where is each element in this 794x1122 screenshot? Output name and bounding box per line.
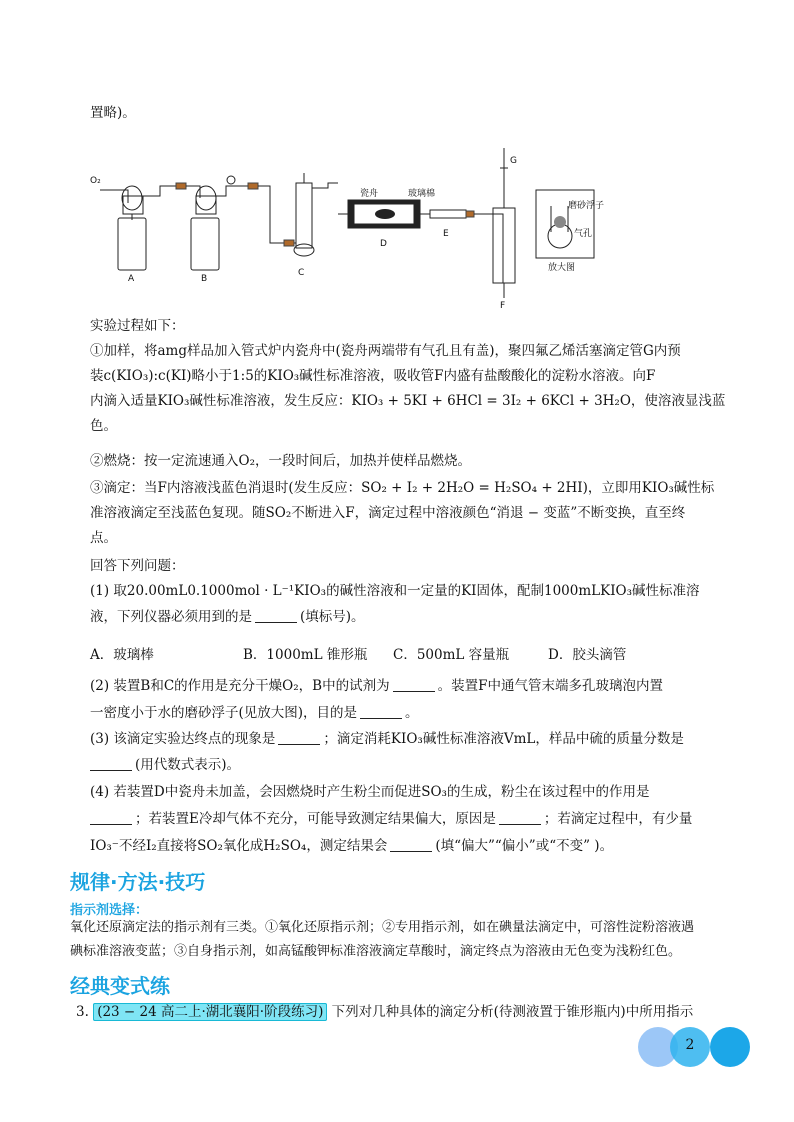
q1-blank[interactable] [255,608,297,623]
step1-line4: 色。 [90,418,117,434]
q4-blank-3[interactable] [390,837,432,852]
q5-text: 下列对几种具体的滴定分析(待测液置于锥形瓶内)中所用指示 [331,1004,694,1020]
step3-line2: 准溶液滴定至浅蓝色复现。随SO₂不断进入F，滴定过程中溶液颜色“消退 − 变蓝”不断变换，直至终 [90,505,686,521]
q2-line2-text: 一密度小于水的磨砂浮子(见放大图)，目的是 [90,705,358,721]
q5-line1 [76,1002,693,1022]
label-D: D [380,239,387,249]
apparatus-diagram [88,128,688,308]
label-F: F [500,301,506,308]
q4-line3-tail: (填“偏大”“偏小”或“不变” )。 [435,838,614,854]
label-E: E [443,229,449,239]
q1-option-d: D．胶头滴管 [548,647,627,663]
q1-option-c: C．500mL 容量瓶 [393,647,510,663]
page-number: 2 [685,1037,695,1053]
q4-line2-tail: ；若滴定过程中，有少量 [543,811,693,827]
indicator-para-line2: 碘标准溶液变蓝；③自身指示剂，如高锰酸钾标准溶液滴定草酸时，滴定终点为溶液由无色变为浅粉红色。 [70,944,682,959]
section-title-tips: 规律·方法·技巧 [70,870,206,894]
badge-circle-right [710,1027,750,1067]
step3-line3: 点。 [90,530,117,546]
step1-line1: ①加样，将amg样品加入管式炉内瓷舟中(瓷舟两端带有气孔且有盖)，聚四氟乙烯活塞滴定管G内预 [90,343,681,359]
intro-tail: 置略)。 [90,105,136,121]
q3-line2-text: (用代数式表示)。 [135,757,241,773]
q1-line2-tail: (填标号)。 [300,609,365,625]
step3-line1: ③滴定：当F内溶液浅蓝色消退时(发生反应：SO₂ + I₂ + 2H₂O = H₂SO₄ + 2HI)，立即用KIO₃碱性标 [90,480,715,496]
section-title-practice: 经典变式练 [70,974,170,998]
step1-line3: 内滴入适量KIO₃碱性标准溶液，发生反应：KIO₃ + 5KI + 6HCl = 3I₂ + 6KCl + 3H₂O，使溶液显浅蓝 [90,393,726,409]
q3-blank-2[interactable] [90,756,132,771]
answer-title: 回答下列问题： [90,558,185,574]
label-G: G [510,156,517,166]
label-boat: 瓷舟 [360,189,379,199]
q3-line2 [90,755,240,775]
q1-line2-text: 液，下列仪器必须用到的是 [90,609,252,625]
step1-line2: 装c(KIO₃):c(KI)略小于1:5的KIO₃碱性标准溶液，吸收管F内盛有盐酸酸化的淀粉水溶液。向F [90,368,656,384]
label-hole: 气孔 [574,229,593,239]
q2-line1-text: (2) 装置B和C的作用是充分干燥O₂，B中的试剂为 [90,678,390,694]
q3-line1-text: (3) 该滴定实验达终点的现象是 [90,731,276,747]
q4-line2-text: ；若装置E冷却气体不充分，可能导致测定结果偏大，原因是 [135,811,496,827]
q3-blank-1[interactable] [278,730,320,745]
label-A: A [128,274,135,284]
q1-option-a: A．玻璃棒 [90,647,154,663]
q3-line1-tail: ；滴定消耗KIO₃碱性标准溶液VmL，样品中硫的质量分数是 [323,731,684,747]
label-glass-wool: 玻璃棉 [408,189,436,199]
q4-line3 [90,836,613,856]
q2-line2 [90,703,419,723]
q1-line2 [90,607,365,627]
q4-blank-1[interactable] [90,810,132,825]
q2-blank-1[interactable] [393,677,435,692]
label-float: 磨砂浮子 [568,201,605,211]
q3-line1 [90,729,684,749]
q2-blank-2[interactable] [360,704,402,719]
subsection-indicator: 指示剂选择： [70,903,149,918]
step2: ②燃烧：按一定流速通入O₂，一段时间后，加热并使样品燃烧。 [90,453,471,469]
q4-blank-2[interactable] [499,810,541,825]
indicator-para-line1: 氧化还原滴定法的指示剂有三类。①氧化还原指示剂；②专用指示剂，如在碘量法滴定中，可溶性淀粉溶液遇 [70,920,695,935]
q4-line1: (4) 若装置D中瓷舟未加盖，会因燃烧时产生粉尘而促进SO₃的生成，粉尘在该过程中的作用是 [90,784,650,800]
label-C: C [298,268,305,278]
q4-line3-text: IO₃⁻不经I₂直接将SO₂氧化成H₂SO₄，测定结果会 [90,838,388,854]
q5-number: 3. [76,1004,89,1020]
source-tag[interactable]: (23 − 24 高二上·湖北襄阳·阶段练习) [93,1003,327,1021]
q2-line1 [90,676,663,696]
label-zoom: 放大图 [548,263,576,273]
q2-line2-tail: 。 [405,705,419,721]
label-B: B [201,274,208,284]
process-title: 实验过程如下： [90,318,185,334]
q1-line1: (1) 取20.00mL0.1000mol · L⁻¹KIO₃的碱性溶液和一定量的KI固体，配制1000mLKIO₃碱性标准溶 [90,583,700,599]
label-O2: O₂ [90,176,101,186]
q1-option-b: B．1000mL 锥形瓶 [243,647,368,663]
q4-line2 [90,809,692,829]
q2-line1-tail: 。装置F中通气管末端多孔玻璃泡内置 [437,678,663,694]
